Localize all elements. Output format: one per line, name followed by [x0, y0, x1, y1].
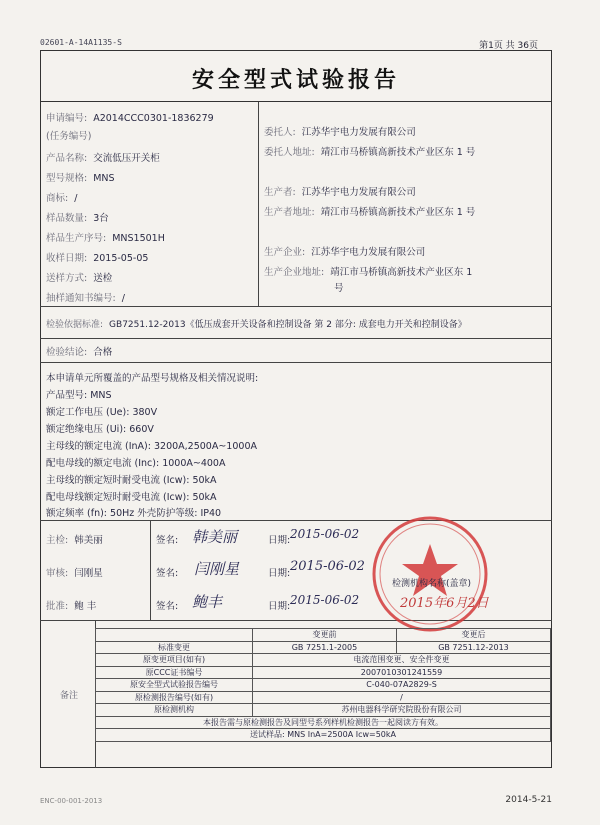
- divider: [40, 338, 552, 339]
- sample-serial: 样品生产序号: MNS1501H: [46, 233, 165, 244]
- date-label: 日期:: [268, 601, 291, 612]
- table-cell: C-040-07A2829-S: [253, 679, 551, 692]
- producer-address: 生产者地址: 靖江市马桥镇高新技术产业区东 1 号: [264, 207, 476, 218]
- doc-code: 02601-A-14A1135-S: [40, 38, 122, 47]
- title-box: [40, 50, 552, 102]
- sign-date: 2015-06-02: [290, 593, 360, 607]
- coverage-line: 额定工作电压 (Ue): 380V: [46, 407, 158, 418]
- table-row: [96, 641, 551, 654]
- sign-label: 签名:: [156, 535, 179, 546]
- page-title: 安全型式试验报告: [191, 67, 400, 93]
- producer: 生产者: 江苏华宇电力发展有限公司: [264, 187, 416, 198]
- sampling-notice-no: 抽样通知书编号: /: [46, 293, 125, 304]
- sign-date: 2015-06-02: [290, 559, 365, 574]
- table-header: 变更前: [253, 629, 397, 642]
- table-row: [96, 729, 551, 742]
- table-row: [96, 679, 551, 692]
- sign-date: 2015-06-02: [290, 527, 360, 541]
- coverage-line: 主母线的额定电流 (InA): 3200A,2500A~1000A: [46, 441, 257, 452]
- receive-date: 收样日期: 2015-05-05: [46, 253, 149, 264]
- trademark: 商标: /: [46, 193, 78, 204]
- divider: [40, 362, 552, 363]
- table-row: [96, 691, 551, 704]
- table-cell: [96, 629, 253, 642]
- coverage-line: 主母线的额定短时耐受电流 (Icw): 50kA: [46, 475, 217, 486]
- date-label: 日期:: [268, 568, 291, 579]
- client: 委托人: 江苏华宇电力发展有限公司: [264, 127, 416, 138]
- divider: [40, 306, 552, 307]
- table-row: [96, 716, 551, 729]
- table-cell: 原检测机构: [96, 704, 253, 717]
- coverage-line: 本申请单元所覆盖的产品型号规格及相关情况说明:: [46, 373, 259, 384]
- signature: 闫刚星: [194, 560, 240, 578]
- table-row: [96, 629, 551, 642]
- delivery-method: 送样方式: 送检: [46, 273, 113, 284]
- product-name: 产品名称: 交流低压开关柜: [46, 153, 160, 164]
- table-cell: GB 7251.1-2005: [253, 641, 397, 654]
- table-cell: 送试样品: MNS InA=2500A Icw=50kA: [96, 729, 551, 742]
- table-cell: 电流范围变更、安全件变更: [253, 654, 551, 667]
- application-no: 申请编号: A2014CCC0301-1836279: [46, 113, 214, 124]
- footer-date: 2014-5-21: [505, 795, 552, 805]
- table-cell: 2007010301241559: [253, 666, 551, 679]
- test-conclusion: 检验结论: 合格: [46, 347, 113, 358]
- model-spec: 型号规格: MNS: [46, 173, 115, 184]
- table-cell: 原CCC证书编号: [96, 666, 253, 679]
- task-no: (任务编号): [46, 131, 92, 142]
- signer-role: 审核: 闫刚星: [46, 568, 103, 579]
- signature: 鲍丰: [192, 593, 223, 611]
- signer-role: 批准: 鲍 丰: [46, 601, 97, 612]
- test-basis: 检验依据标准: GB7251.12-2013《低压成套开关设备和控制设备 第 2 部分: 成套电力开关和控制设备》: [46, 320, 467, 330]
- signature: 韩美丽: [192, 528, 238, 546]
- table-row: [96, 654, 551, 667]
- footer-code: ENC-00-001-2013: [40, 797, 103, 805]
- table-row: [96, 666, 551, 679]
- manufacturer-address-cont: 号: [334, 283, 344, 294]
- manufacturer: 生产企业: 江苏华宇电力发展有限公司: [264, 247, 426, 258]
- table-cell: 原变更项目(如有): [96, 654, 253, 667]
- signer-role: 主检: 韩美丽: [46, 535, 103, 546]
- sign-label: 签名:: [156, 568, 179, 579]
- table-cell: 本报告需与原检测报告及同型号系列样机检测报告一起阅读方有效。: [96, 716, 551, 729]
- page-info: 第1页 共 36页: [479, 41, 538, 51]
- divider: [150, 520, 151, 620]
- official-seal: [370, 514, 490, 634]
- sample-qty: 样品数量: 3台: [46, 213, 109, 224]
- coverage-line: 配电母线的额定电流 (Inc): 1000A~400A: [46, 458, 226, 469]
- remarks-table: [95, 628, 551, 742]
- sign-label: 签名:: [156, 601, 179, 612]
- date-label: 日期:: [268, 535, 291, 546]
- stamp-label: 检测机构名称(盖章): [392, 579, 472, 589]
- table-cell: /: [253, 691, 551, 704]
- remarks-label: 备注: [60, 691, 79, 701]
- table-cell: GB 7251.12-2013: [396, 641, 550, 654]
- manufacturer-address: 生产企业地址: 靖江市马桥镇高新技术产业区东 1: [264, 267, 473, 278]
- table-cell: 标准变更: [96, 641, 253, 654]
- table-cell: 原安全型式试验报告编号: [96, 679, 253, 692]
- client-address: 委托人地址: 靖江市马桥镇高新技术产业区东 1 号: [264, 147, 476, 158]
- table-header: 变更后: [396, 629, 550, 642]
- table-cell: 苏州电器科学研究院股份有限公司: [253, 704, 551, 717]
- divider: [258, 102, 259, 306]
- coverage-line: 配电母线额定短时耐受电流 (Icw): 50kA: [46, 492, 217, 503]
- coverage-line: 产品型号: MNS: [46, 390, 112, 401]
- table-cell: 原检测报告编号(如有): [96, 691, 253, 704]
- coverage-line: 额定绝缘电压 (Ui): 660V: [46, 424, 154, 435]
- coverage-line: 额定频率 (fn): 50Hz 外壳防护等级: IP40: [46, 508, 222, 519]
- table-row: [96, 704, 551, 717]
- stamp-date: 2015年6月2日: [400, 596, 489, 611]
